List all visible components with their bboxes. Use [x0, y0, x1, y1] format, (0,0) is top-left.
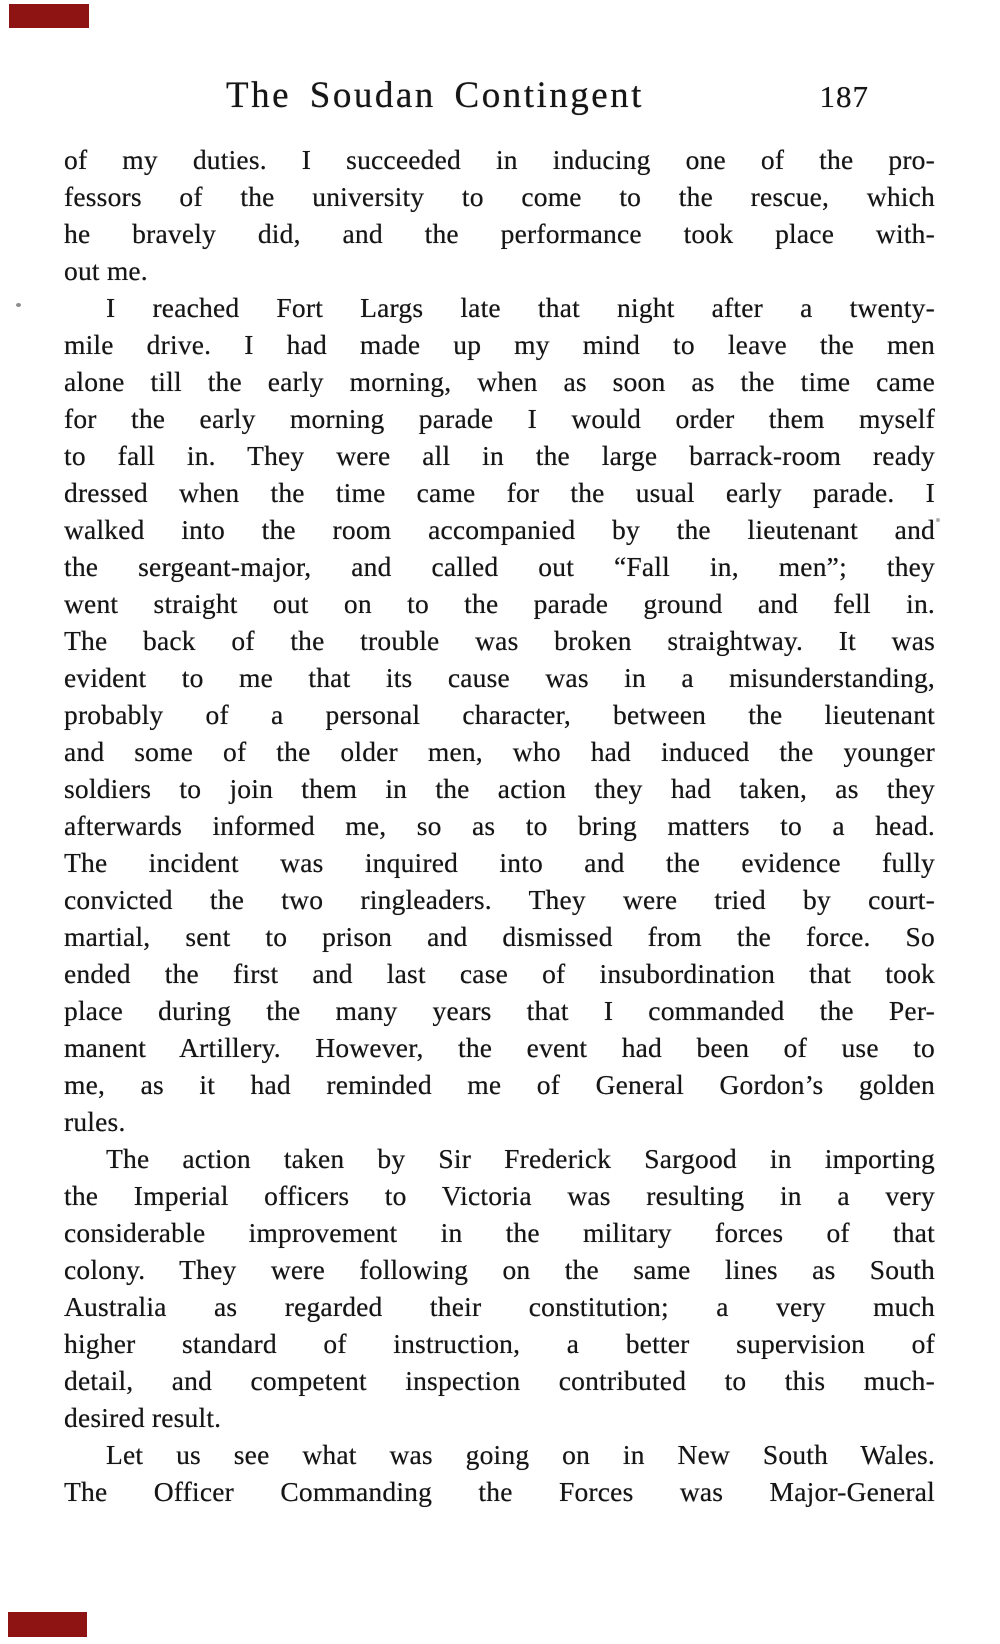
text-line: walked into the room accompanied by the lieutenant and: [64, 514, 935, 545]
text-line: rules.: [64, 1106, 126, 1137]
text-line: went straight out on to the parade ground and fell in.: [64, 588, 935, 619]
page-number: 187: [819, 79, 869, 114]
text-line: detail, and competent inspection contributed to this much-: [64, 1365, 935, 1396]
text-line: afterwards informed me, so as to bring matters to a head.: [64, 810, 935, 841]
running-header: [64, 74, 935, 117]
text-line: desired result.: [64, 1402, 222, 1433]
scan-speck: [936, 518, 940, 522]
text-line: The incident was inquired into and the evidence fully: [64, 847, 935, 878]
text-line: evident to me that its cause was in a misunderstanding,: [64, 662, 935, 693]
text-line: place during the many years that I commanded the Per-: [64, 995, 935, 1026]
text-line: ended the first and last case of insubordination that took: [64, 958, 935, 989]
text-line: colony. They were following on the same lines as South: [64, 1254, 935, 1285]
text-line: and some of the older men, who had induced the younger: [64, 736, 935, 767]
text-line: for the early morning parade I would order them myself: [64, 403, 935, 434]
text-line: he bravely did, and the performance took place with-: [64, 218, 935, 249]
text-line: The Officer Commanding the Forces was Major-General: [64, 1476, 935, 1507]
text-line: mile drive. I had made up my mind to leave the men: [64, 329, 935, 360]
text-line: convicted the two ringleaders. They were tried by court-: [64, 884, 935, 915]
text-line: out me.: [64, 255, 148, 286]
text-line: me, as it had reminded me of General Gordon’s golden: [64, 1069, 935, 1100]
text-line: I reached Fort Largs late that night after a twenty-: [106, 292, 935, 323]
text-line: dressed when the time came for the usual early parade. I: [64, 477, 935, 508]
text-line: The action taken by Sir Frederick Sargood in importing: [106, 1143, 935, 1174]
text-line: probably of a personal character, between the lieutenant: [64, 699, 935, 730]
text-line: soldiers to join them in the action they had taken, as they: [64, 773, 935, 804]
text-line: the Imperial officers to Victoria was resulting in a very: [64, 1180, 935, 1211]
text-line: of my duties. I succeeded in inducing one of the pro-: [64, 144, 935, 175]
text-line: the sergeant-major, and called out “Fall in, men”; they: [64, 551, 935, 582]
page-title: The Soudan Contingent: [226, 75, 644, 116]
text-line: considerable improvement in the military forces of that: [64, 1217, 935, 1248]
text-line: to fall in. They were all in the large barrack-room ready: [64, 440, 935, 471]
text-line: fessors of the university to come to the rescue, which: [64, 181, 935, 212]
body-text: [64, 141, 935, 1510]
red-stamp-top: [9, 4, 89, 28]
text-line: martial, sent to prison and dismissed from the force. So: [64, 921, 935, 952]
text-line: Let us see what was going on in New South Wales.: [106, 1439, 935, 1470]
scan-speck: [16, 303, 21, 307]
text-line: Australia as regarded their constitution; a very much: [64, 1291, 935, 1322]
text-line: manent Artillery. However, the event had been of use to: [64, 1032, 935, 1063]
text-line: alone till the early morning, when as soon as the time came: [64, 366, 935, 397]
text-line: The back of the trouble was broken straightway. It was: [64, 625, 935, 656]
red-stamp-bottom: [8, 1612, 87, 1637]
text-line: higher standard of instruction, a better supervision of: [64, 1328, 935, 1359]
